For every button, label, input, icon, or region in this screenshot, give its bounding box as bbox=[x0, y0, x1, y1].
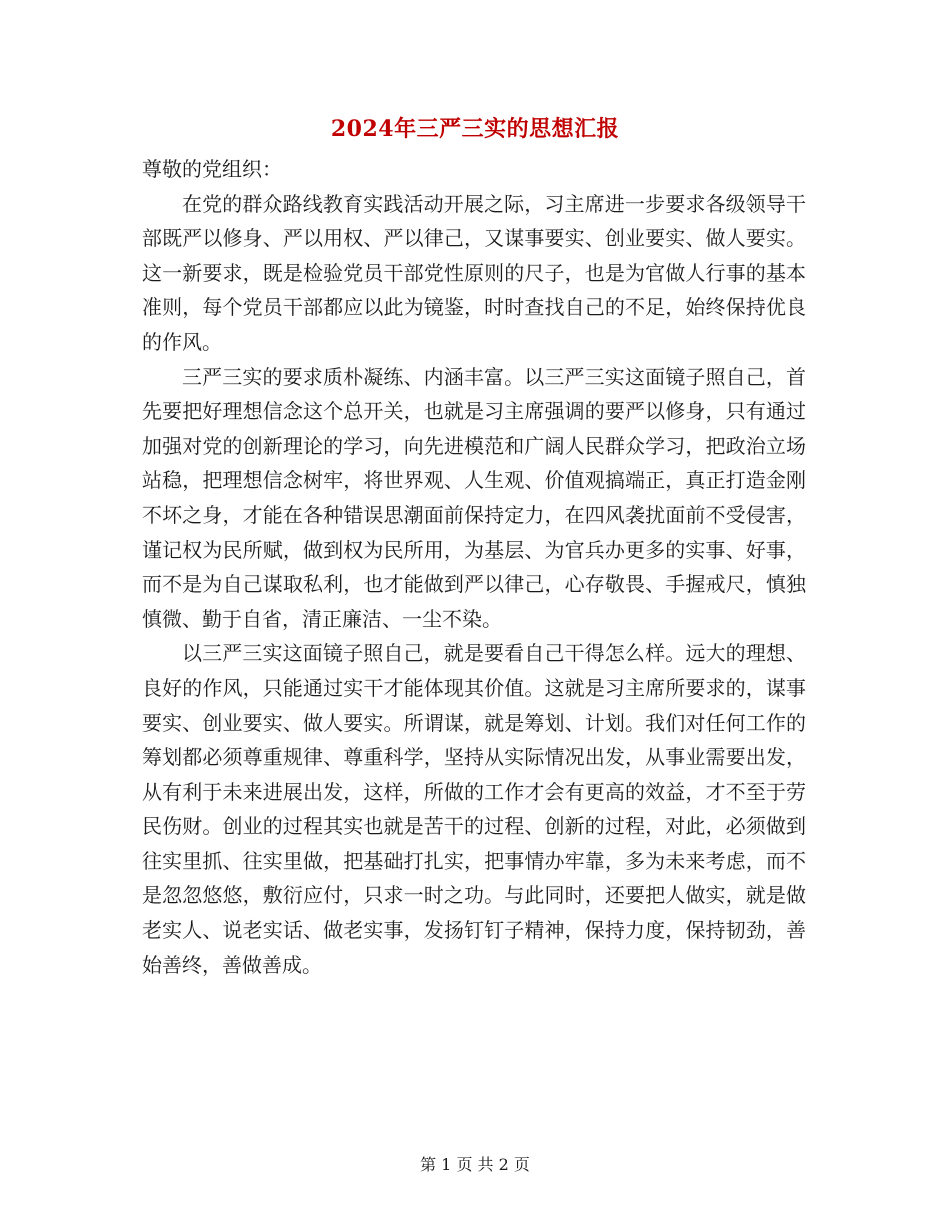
paragraph-1: 在党的群众路线教育实践活动开展之际，习主席进一步要求各级领导干部既严以修身、严以用权、严以律己，又谋事要实、创业要实、做人要实。这一新要求，既是检验党员干部党性原则的尺子，也是为官做人行事的基本准则，每个党员干部都应以此为镜鉴，时时查找自己的不足，始终保持优良的作风。 bbox=[142, 191, 806, 354]
document-title: 2024年三严三实的思想汇报 bbox=[330, 116, 620, 142]
salutation: 尊敬的党组织： bbox=[142, 157, 282, 181]
paragraph-2: 三严三实的要求质朴凝练、内涵丰富。以三严三实这面镜子照自己，首先要把好理想信念这个总开关，也就是习主席强调的要严以修身，只有通过加强对党的创新理论的学习，向先进模范和广阔人民群众学习，把政治立场站稳，把理想信念树牢，将世界观、人生观、价值观搞端正，真正打造金刚不坏之身，才能在各种错误思潮面前保持定力，在四风袭扰面前不受侵害，谨记权为民所赋，做到权为民所用，为基层、为官兵办更多的实事、好事，而不是为自己谋取私利，也才能做到严以律己，心存敬畏、手握戒尺，慎独慎微、勤于自省，清正廉洁、一尘不染。 bbox=[142, 364, 806, 631]
page-number-footer: 第 1 页 共 2 页 bbox=[420, 1155, 530, 1174]
document-body bbox=[142, 152, 806, 982]
paragraph-3: 以三严三实这面镜子照自己，就是要看自己干得怎么样。远大的理想、良好的作风，只能通过实干才能体现其价值。这就是习主席所要求的，谋事要实、创业要实、做人要实。所谓谋，就是筹划、计划。我们对任何工作的筹划都必须尊重规律、尊重科学，坚持从实际情况出发，从事业需要出发，从有利于未来进展出发，这样，所做的工作才会有更高的效益，才不至于劳民伤财。创业的过程其实也就是苦干的过程、创新的过程，对此，必须做到往实里抓、往实里做，把基础打扎实，把事情办牢靠，多为未来考虑，而不是忽忽悠悠，敷衍应付，只求一时之功。与此同时，还要把人做实，就是做老实人、说老实话、做老实事，发扬钉钉子精神，保持力度，保持韧劲，善始善终，善做善成。 bbox=[142, 641, 806, 977]
